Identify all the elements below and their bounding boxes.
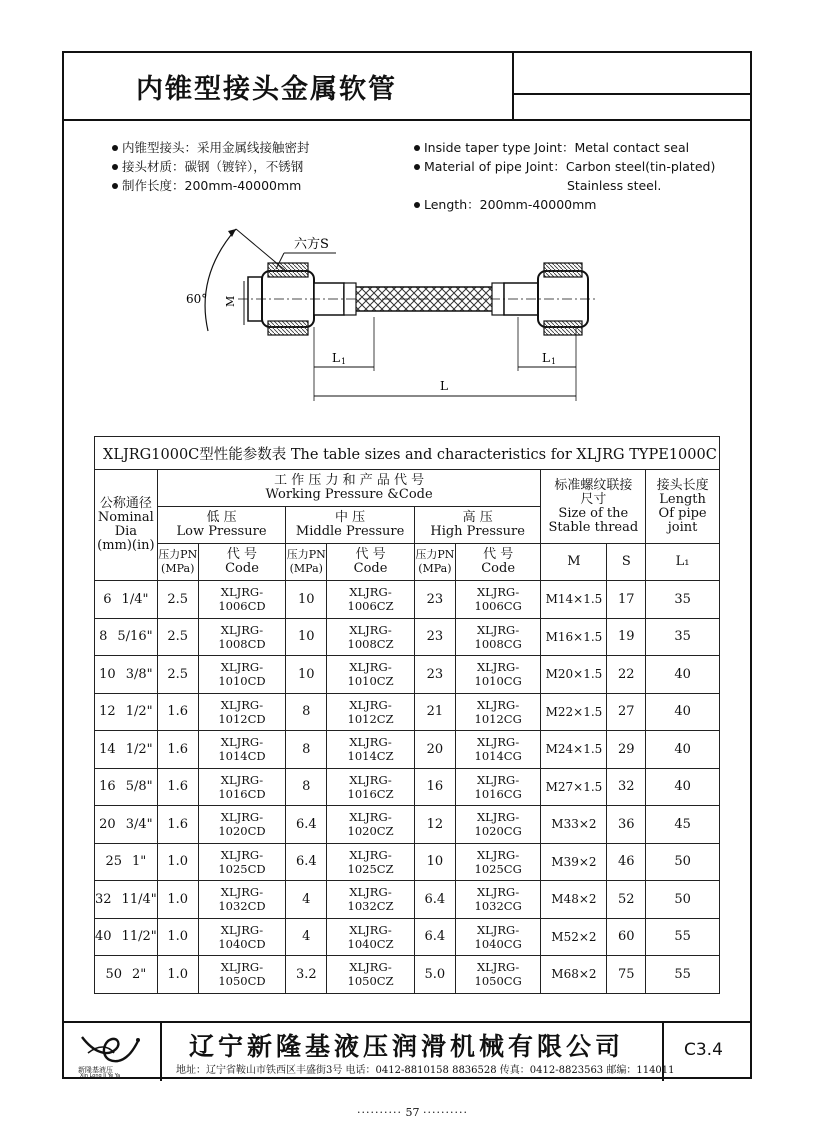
bullet-icon	[414, 145, 420, 151]
nominal-cell	[95, 918, 158, 956]
length-l1-cell: 40	[646, 768, 720, 806]
pn-high-cell: 23	[414, 618, 455, 656]
code-mid-cell: XLJRG-1016CZ	[327, 768, 415, 806]
thread-m-cell: M16×1.5	[541, 618, 607, 656]
feature-text: 接头材质：碳钢（镀锌），不锈钢	[122, 159, 304, 174]
nominal-in: 1"	[132, 854, 147, 870]
nominal-in: 11/2"	[121, 929, 157, 945]
thread-m-cell: M22×1.5	[541, 693, 607, 731]
l1-left-sub: 1	[341, 357, 347, 366]
length-l1-cell: 35	[646, 581, 720, 619]
code-low-cell: XLJRG-1050CD	[198, 956, 286, 994]
pn-mid-cell: 8	[286, 731, 327, 769]
code-low-cell: XLJRG-1040CD	[198, 918, 286, 956]
pn-low-cell: 1.6	[157, 806, 198, 844]
header-text: Middle Pressure	[295, 524, 405, 539]
pn-high-header	[414, 544, 455, 581]
header-text: 压力PN	[415, 548, 455, 561]
header-text: 高 压	[462, 510, 493, 525]
thread-m-cell: M52×2	[541, 918, 607, 956]
table-row	[95, 656, 720, 694]
pn-high-cell: 10	[414, 843, 455, 881]
company-logo	[64, 1023, 162, 1081]
header-text: Low Pressure	[176, 524, 267, 539]
code-high-cell: XLJRG-1025CG	[455, 843, 541, 881]
length-l1-cell: 40	[646, 693, 720, 731]
code-high-cell: XLJRG-1050CG	[455, 956, 541, 994]
pn-low-cell: 1.0	[157, 918, 198, 956]
l1-left-label: L	[332, 351, 340, 365]
l-label: L	[440, 379, 448, 393]
header-text: Nominal	[97, 510, 154, 525]
feature-en-item	[414, 195, 715, 214]
length-l1-cell: 35	[646, 618, 720, 656]
nominal-cell	[95, 806, 158, 844]
header-text: 压力PN	[158, 548, 198, 561]
high-pressure-header	[414, 507, 541, 544]
thread-m-cell: M20×1.5	[541, 656, 607, 694]
code-mid-cell: XLJRG-1020CZ	[327, 806, 415, 844]
pn-high-cell: 23	[414, 656, 455, 694]
bullet-icon	[414, 202, 420, 208]
l1-right-label: L	[542, 351, 550, 365]
angle-arc	[205, 229, 236, 331]
table-row	[95, 843, 720, 881]
m-label: M	[224, 295, 237, 307]
dots-right: ··········	[423, 1106, 468, 1119]
nominal-mm: 25	[105, 854, 122, 870]
pn-mid-cell: 3.2	[286, 956, 327, 994]
company-name: 辽宁新隆基液压润滑机械有限公司	[189, 1032, 625, 1061]
pn-high-cell: 5.0	[414, 956, 455, 994]
nominal-mm: 50	[105, 966, 122, 982]
code-high-cell: XLJRG-1032CG	[455, 881, 541, 919]
thread-m-cell: M14×1.5	[541, 581, 607, 619]
pn-low-cell: 1.0	[157, 843, 198, 881]
table-body	[95, 581, 720, 994]
header-text: 公称通径	[99, 496, 152, 511]
code-mid-cell: XLJRG-1008CZ	[327, 618, 415, 656]
page-code: C3.4	[684, 1040, 723, 1060]
code-low-cell: XLJRG-1010CD	[198, 656, 286, 694]
code-mid-cell: XLJRG-1012CZ	[327, 693, 415, 731]
pn-low-cell: 2.5	[157, 656, 198, 694]
nominal-in: 3/4"	[125, 816, 153, 832]
header-text: 代 号	[483, 547, 514, 562]
pn-mid-cell: 4	[286, 918, 327, 956]
nominal-cell	[95, 843, 158, 881]
header-text: Code	[481, 561, 516, 576]
code-low-cell: XLJRG-1014CD	[198, 731, 286, 769]
angle-label: 60°	[186, 292, 208, 306]
pn-mid-cell: 10	[286, 581, 327, 619]
pn-high-cell: 6.4	[414, 881, 455, 919]
page-number-line	[0, 1106, 825, 1119]
nominal-in: 2"	[132, 966, 147, 982]
pn-mid-cell: 10	[286, 656, 327, 694]
l1-header: L₁	[646, 544, 720, 581]
length-l1-cell: 55	[646, 918, 720, 956]
dots-left: ··········	[357, 1106, 402, 1119]
pn-high-cell: 16	[414, 768, 455, 806]
thread-m-cell: M48×2	[541, 881, 607, 919]
spec-table	[94, 436, 720, 994]
header-text: Length	[659, 491, 706, 507]
feature-cn-item	[112, 138, 310, 157]
code-low-cell: XLJRG-1006CD	[198, 581, 286, 619]
header-text: Working Pressure &Code	[265, 487, 433, 502]
nominal-in: 11/4"	[121, 891, 157, 907]
bullet-icon	[112, 145, 118, 151]
pn-low-cell: 1.0	[157, 956, 198, 994]
table-caption: XLJRG1000C型性能参数表 The table sizes and characteristics for XLJRG TYPE1000C	[95, 437, 720, 470]
thread-m-cell: M27×1.5	[541, 768, 607, 806]
nominal-mm: 14	[99, 741, 116, 757]
pn-mid-cell: 6.4	[286, 806, 327, 844]
nominal-in: 5/16"	[117, 629, 153, 645]
hex-s-cell: 60	[607, 918, 646, 956]
hex-s-cell: 29	[607, 731, 646, 769]
code-high-cell: XLJRG-1008CG	[455, 618, 541, 656]
length-l1-cell: 55	[646, 956, 720, 994]
hex-s-cell: 52	[607, 881, 646, 919]
header-text: Dia	[114, 524, 138, 539]
l1-right-sub: 1	[551, 357, 557, 366]
header-text: 低 压	[206, 510, 237, 525]
nominal-in: 1/2"	[125, 741, 153, 757]
nominal-cell	[95, 693, 158, 731]
feature-text: 制作长度：200mm-40000mm	[122, 178, 302, 193]
nominal-cell	[95, 731, 158, 769]
code-low-cell: XLJRG-1032CD	[198, 881, 286, 919]
pn-high-cell: 23	[414, 581, 455, 619]
code-mid-cell: XLJRG-1032CZ	[327, 881, 415, 919]
pn-high-cell: 12	[414, 806, 455, 844]
code-low-cell: XLJRG-1016CD	[198, 768, 286, 806]
code-low-header	[198, 544, 286, 581]
feature-text: Inside taper type Joint：Metal contact seal	[424, 140, 690, 155]
nominal-mm: 16	[99, 779, 116, 795]
company-address: 地址：辽宁省鞍山市铁西区丰盛街3号 电话：0412-8810158 8836528 传真：0412-8823563 邮编：114011	[176, 1065, 675, 1076]
pn-low-cell: 2.5	[157, 581, 198, 619]
nominal-in: 3/8"	[125, 666, 153, 682]
code-mid-cell: XLJRG-1010CZ	[327, 656, 415, 694]
s-header: S	[607, 544, 646, 581]
code-high-cell: XLJRG-1006CG	[455, 581, 541, 619]
nominal-cell	[95, 768, 158, 806]
length-l1-cell: 40	[646, 656, 720, 694]
header-text: 接头长度	[656, 477, 709, 493]
nominal-cell	[95, 881, 158, 919]
feature-en-item	[414, 138, 715, 157]
code-mid-header	[327, 544, 415, 581]
hex-label: 六方S	[294, 237, 329, 252]
pn-high-cell: 6.4	[414, 918, 455, 956]
title-right-line	[512, 93, 750, 95]
features-en	[414, 138, 715, 214]
feature-cn-item	[112, 157, 310, 176]
pn-mid-cell: 4	[286, 881, 327, 919]
pn-low-header	[157, 544, 198, 581]
bullet-icon	[112, 164, 118, 170]
thread-m-cell: M33×2	[541, 806, 607, 844]
header-text: Code	[225, 561, 259, 576]
table-row	[95, 618, 720, 656]
header-text: joint	[667, 519, 698, 535]
page-title: 内锥型接头金属软管	[136, 74, 397, 105]
logo-subtext: Xin Long Ji Ye Ya	[80, 1073, 121, 1079]
header-text: High Pressure	[430, 524, 525, 539]
page-number: 57	[405, 1106, 420, 1119]
code-mid-cell: XLJRG-1050CZ	[327, 956, 415, 994]
header-text: (MPa)	[418, 562, 452, 575]
pn-low-cell: 2.5	[157, 618, 198, 656]
nominal-cell	[95, 956, 158, 994]
thread-m-cell: M68×2	[541, 956, 607, 994]
nominal-mm: 10	[99, 666, 116, 682]
header-text: (MPa)	[161, 562, 195, 575]
table-row	[95, 581, 720, 619]
bullet-icon	[414, 164, 420, 170]
code-high-cell: XLJRG-1012CG	[455, 693, 541, 731]
nominal-in: 5/8"	[125, 779, 153, 795]
code-mid-cell: XLJRG-1040CZ	[327, 918, 415, 956]
working-pressure-header	[157, 470, 541, 507]
nominal-mm: 20	[99, 816, 116, 832]
pn-mid-cell: 8	[286, 768, 327, 806]
table-row	[95, 768, 720, 806]
nominal-cell	[95, 581, 158, 619]
code-low-cell: XLJRG-1025CD	[198, 843, 286, 881]
bullet-icon	[112, 183, 118, 189]
pn-mid-cell: 6.4	[286, 843, 327, 881]
code-mid-cell: XLJRG-1006CZ	[327, 581, 415, 619]
nominal-cell	[95, 618, 158, 656]
hex-s-cell: 46	[607, 843, 646, 881]
header-text: 尺寸	[580, 491, 607, 507]
header-text: 工 作 压 力 和 产 品 代 号	[274, 473, 425, 488]
length-header	[646, 470, 720, 544]
feature-text: 内锥型接头：采用金属线接触密封	[122, 140, 310, 155]
table-row	[95, 693, 720, 731]
code-high-cell: XLJRG-1020CG	[455, 806, 541, 844]
hex-s-cell: 36	[607, 806, 646, 844]
pn-mid-cell: 8	[286, 693, 327, 731]
thread-m-cell: M39×2	[541, 843, 607, 881]
nominal-in: 1/4"	[121, 591, 149, 607]
table-row	[95, 918, 720, 956]
code-low-cell: XLJRG-1012CD	[198, 693, 286, 731]
feature-cn-item	[112, 176, 310, 195]
nominal-mm: 12	[99, 704, 116, 720]
middle-pressure-header	[286, 507, 415, 544]
footer	[64, 1021, 750, 1081]
header-text: Size of the	[558, 505, 629, 521]
pn-mid-header	[286, 544, 327, 581]
low-pressure-header	[157, 507, 286, 544]
table-row	[95, 806, 720, 844]
table-row	[95, 956, 720, 994]
code-high-cell: XLJRG-1014CG	[455, 731, 541, 769]
code-high-cell: XLJRG-1010CG	[455, 656, 541, 694]
hex-s-cell: 19	[607, 618, 646, 656]
pn-mid-cell: 10	[286, 618, 327, 656]
nominal-header	[95, 470, 158, 581]
header-text: 代 号	[226, 547, 258, 562]
hex-s-cell: 17	[607, 581, 646, 619]
pn-low-cell: 1.6	[157, 768, 198, 806]
pn-high-cell: 20	[414, 731, 455, 769]
hex-s-cell: 32	[607, 768, 646, 806]
table-row	[95, 881, 720, 919]
m-header: M	[541, 544, 607, 581]
nominal-cell	[95, 656, 158, 694]
header-text: 代 号	[355, 547, 386, 562]
header-text: Of pipe	[658, 505, 707, 521]
page-code-box	[662, 1023, 752, 1081]
nominal-mm: 6	[103, 591, 112, 607]
table-row	[95, 731, 720, 769]
header-text: Code	[353, 561, 388, 576]
code-low-cell: XLJRG-1020CD	[198, 806, 286, 844]
header-text: 中 压	[335, 510, 366, 525]
pn-low-cell: 1.6	[157, 693, 198, 731]
feature-text: Material of pipe Joint：Carbon steel(tin-plated)	[424, 159, 716, 174]
hex-s-cell: 27	[607, 693, 646, 731]
pn-low-cell: 1.6	[157, 731, 198, 769]
title-row	[64, 53, 750, 121]
header-text: 标准螺纹联接	[554, 477, 633, 493]
length-l1-cell: 50	[646, 881, 720, 919]
header-text: (mm)(in)	[97, 538, 155, 553]
pn-low-cell: 1.0	[157, 881, 198, 919]
code-high-header	[455, 544, 541, 581]
code-mid-cell: XLJRG-1025CZ	[327, 843, 415, 881]
nominal-in: 1/2"	[125, 704, 153, 720]
length-l1-cell: 45	[646, 806, 720, 844]
length-l1-cell: 50	[646, 843, 720, 881]
nominal-mm: 40	[95, 929, 112, 945]
code-mid-cell: XLJRG-1014CZ	[327, 731, 415, 769]
feature-en-item	[414, 176, 715, 195]
thread-header	[541, 470, 646, 544]
feature-text: Length：200mm-40000mm	[424, 197, 597, 212]
hex-s-cell: 22	[607, 656, 646, 694]
logo-text: 新隆基液压	[78, 1066, 113, 1074]
title-divider	[512, 53, 514, 119]
hose-drawing	[118, 221, 598, 406]
hex-s-cell: 75	[607, 956, 646, 994]
header-text: 压力PN	[286, 548, 326, 561]
features-cn	[112, 138, 310, 195]
feature-en-item	[414, 157, 715, 176]
feature-text: Stainless steel.	[567, 178, 662, 193]
code-high-cell: XLJRG-1016CG	[455, 768, 541, 806]
pn-high-cell: 21	[414, 693, 455, 731]
nominal-mm: 32	[95, 891, 112, 907]
code-high-cell: XLJRG-1040CG	[455, 918, 541, 956]
header-text: Stable thread	[548, 519, 639, 535]
thread-m-cell: M24×1.5	[541, 731, 607, 769]
nominal-mm: 8	[99, 629, 108, 645]
code-low-cell: XLJRG-1008CD	[198, 618, 286, 656]
length-l1-cell: 40	[646, 731, 720, 769]
header-text: (MPa)	[289, 562, 323, 575]
